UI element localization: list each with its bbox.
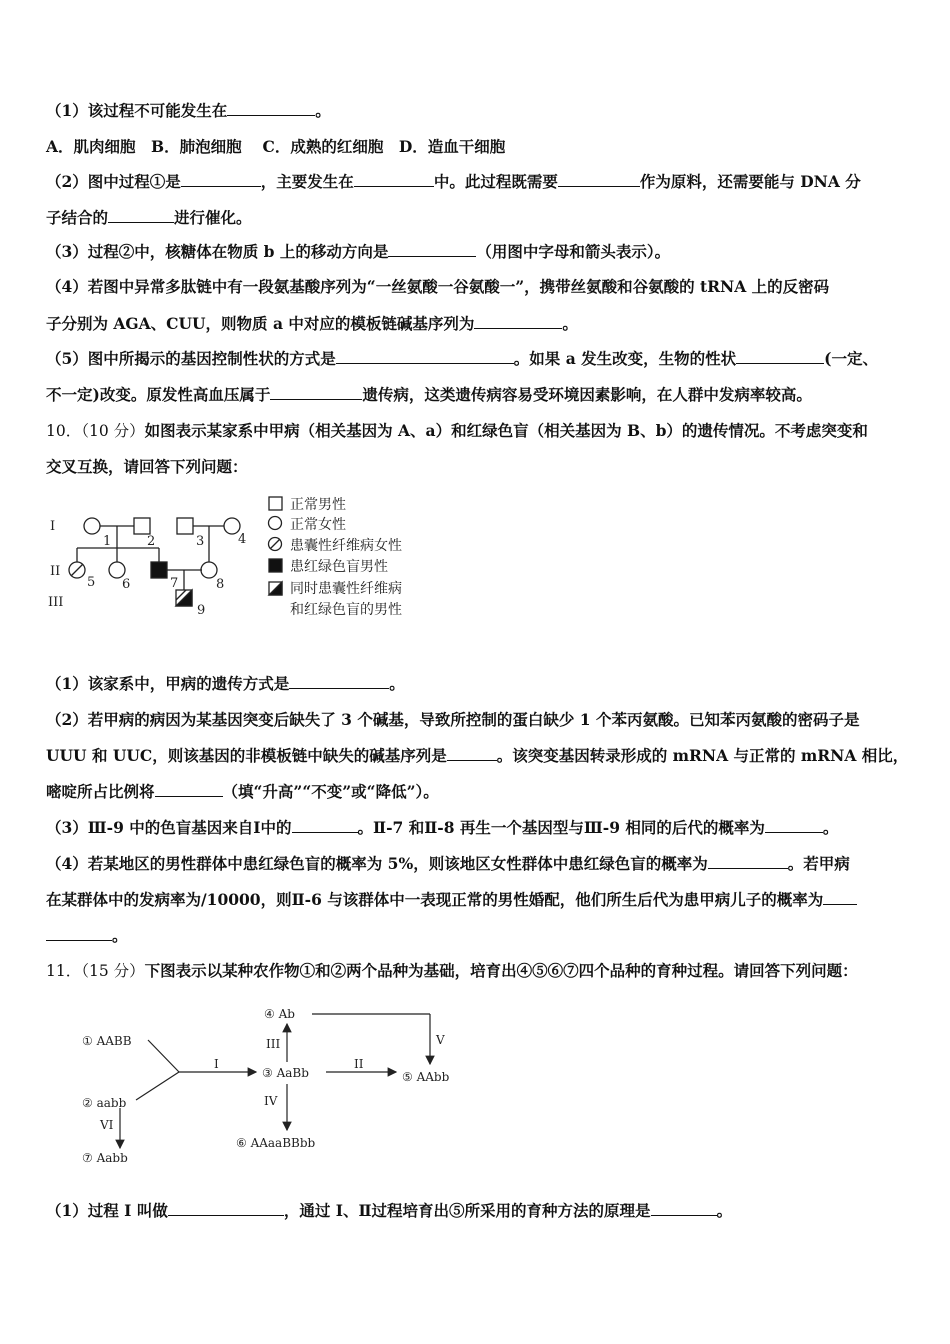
process-label: III [266, 1037, 281, 1051]
q11-header: 11．（15 分）下图表示以某种农作物①和②两个品种为基础，培育出④⑤⑥⑦四个品种的育种过程。请回答下列问题： [46, 961, 858, 980]
q11-part1: （1）过程 I 叫做 ，通过 I、Ⅱ过程培育出⑤所采用的育种方法的原理是 。 [46, 1201, 733, 1220]
q9-part3: （3）过程②中，核糖体在物质 b 上的移动方向是 （用图中字母和箭头表示）。 [46, 242, 671, 261]
legend-normal-female-icon [269, 517, 282, 530]
svg-text:5: 5 [87, 575, 96, 590]
legend-normal-male-icon [269, 497, 282, 510]
question-number: 11．（15 分） [46, 962, 145, 980]
blank[interactable] [292, 818, 358, 833]
svg-text:9: 9 [197, 603, 206, 618]
blank[interactable] [270, 385, 362, 400]
svg-text:患红绿色盲男性: 患红绿色盲男性 [290, 559, 388, 575]
generation-label: III [48, 595, 64, 610]
blank[interactable] [708, 854, 788, 869]
process-label: IV [264, 1094, 278, 1108]
svg-text:7: 7 [170, 576, 179, 591]
individual-I-1 [84, 518, 100, 534]
svg-text:6: 6 [122, 577, 131, 592]
q10-part4: （4）若某地区的男性群体中患红绿色盲的概率为 5%，则该地区女性群体中患红绿色盲的概率为 。若甲病 [46, 854, 850, 873]
q10-part4-cont2: 。 [46, 926, 128, 946]
q9-options [46, 137, 505, 157]
question-number: 10．（10 分） [46, 422, 145, 440]
blank[interactable] [354, 172, 434, 187]
svg-text:同时患囊性纤维病: 同时患囊性纤维病 [290, 581, 402, 597]
individual-I-3 [177, 518, 193, 534]
q10-header-cont: 交叉互换，请回答下列问题： [46, 457, 248, 476]
svg-text:1: 1 [103, 534, 112, 549]
q10-part3: （3）Ⅲ-9 中的色盲基因来自Ⅰ中的 。Ⅱ-7 和Ⅱ-8 再生一个基因型与Ⅲ-9 相同的后代的概率为 。 [46, 818, 839, 837]
individual-I-2 [134, 518, 150, 534]
individual-II-6 [109, 562, 125, 578]
q10-part1: （1）该家系中，甲病的遗传方式是 。 [46, 674, 405, 693]
blank[interactable] [336, 349, 514, 364]
q10-part2-cont2: 嘧啶所占比例将 （填“升高”“不变”或“降低”）。 [46, 782, 439, 801]
breeding-diagram [76, 1002, 476, 1172]
svg-text:8: 8 [216, 577, 225, 592]
pedigree-chart [44, 490, 444, 625]
strain-4-label: ④ Ab [264, 1007, 295, 1021]
generation-label: I [50, 519, 56, 534]
process-label: VI [100, 1118, 114, 1132]
strain-7-label: ⑦ Aabb [82, 1151, 128, 1165]
blank[interactable] [558, 172, 640, 187]
q9-part4: （4）若图中异常多肽链中有一段氨基酸序列为“一丝氨酸一谷氨酸一”，携带丝氨酸和谷氨酸的 tRNA 上的反密码 [46, 277, 830, 296]
generation-label: II [50, 564, 61, 579]
strain-5-label: ⑤ AAbb [402, 1070, 450, 1084]
q9-part1: （1）该过程不可能发生在 。 [46, 101, 331, 120]
blank[interactable] [765, 818, 823, 833]
q10-part4-cont: 在某群体中的发病率为/10000，则Ⅱ-6 与该群体中一表现正常的男性婚配，他们所生后代为患甲病儿子的概率为 [46, 890, 857, 910]
individual-II-7 [151, 562, 167, 578]
blank[interactable] [388, 242, 476, 257]
strain-6-label: ⑥ AAaaBBbb [236, 1136, 316, 1150]
q9-part2-cont: 子结合的 进行催化。 [46, 208, 252, 227]
blank[interactable] [474, 314, 562, 329]
svg-text:3: 3 [196, 534, 205, 549]
q9-part2: （2）图中过程①是 ，主要发生在 中。此过程既需要 作为原料，还需要能与 DNA 分 [46, 172, 861, 191]
individual-II-8 [201, 562, 217, 578]
blank[interactable] [736, 349, 824, 364]
q9-part5-cont: 不一定)改变。原发性高血压属于 遗传病，这类遗传病容易受环境因素影响，在人群中发病率较高。 [46, 385, 812, 404]
q9-part5: （5）图中所揭示的基因控制性状的方式是 。如果 a 发生改变，生物的性状 (一定、 [46, 349, 878, 368]
options-text: A．肌肉细胞 B．肺泡细胞 C．成熟的红细胞 D．造血干细胞 [46, 137, 506, 156]
strain-1-label: ① AABB [82, 1034, 132, 1048]
svg-text:患囊性纤维病女性: 患囊性纤维病女性 [290, 538, 402, 554]
strain-3-label: ③ AaBb [262, 1066, 309, 1080]
svg-text:2: 2 [147, 534, 156, 549]
blank[interactable] [823, 890, 857, 905]
q10-part2: （2）若甲病的病因为某基因突变后缺失了 3 个碱基，导致所控制的蛋白缺少 1 个苯丙氨酸。已知苯丙氨酸的密码子是 [46, 710, 860, 729]
svg-text:正常女性: 正常女性 [290, 517, 346, 533]
blank[interactable] [289, 674, 389, 689]
legend-colorblind-male-icon [269, 559, 282, 572]
blank[interactable] [651, 1201, 717, 1216]
blank[interactable] [227, 101, 315, 116]
blank[interactable] [181, 172, 261, 187]
process-label: V [436, 1033, 445, 1047]
svg-text:4: 4 [238, 532, 247, 547]
q10-part2-cont: UUU 和 UUC，则该基因的非模板链中缺失的碱基序列是 。该突变基因转录形成的 mRNA 与正常的 mRNA 相比， [46, 746, 909, 765]
svg-text:和红绿色盲的男性: 和红绿色盲的男性 [290, 602, 402, 618]
blank[interactable] [168, 1201, 284, 1216]
process-label: I [214, 1057, 219, 1071]
blank[interactable] [155, 782, 223, 797]
q9-part1-text: （1）该过程不可能发生在 [46, 101, 228, 120]
process-label: II [354, 1057, 364, 1071]
blank[interactable] [46, 926, 112, 941]
q9-part4-cont: 子分别为 AGA、CUU，则物质 a 中对应的模板链碱基序列为 。 [46, 314, 578, 333]
legend [269, 497, 283, 595]
q10-header: 10．（10 分）如图表示某家系中甲病（相关基因为 A、a）和红绿色盲（相关基因为 B、b）的遗传情况。不考虑突变和 [46, 421, 868, 440]
blank[interactable] [108, 208, 174, 223]
svg-text:正常男性: 正常男性 [290, 497, 346, 513]
strain-2-label: ② aabb [82, 1096, 127, 1110]
blank[interactable] [447, 746, 497, 761]
